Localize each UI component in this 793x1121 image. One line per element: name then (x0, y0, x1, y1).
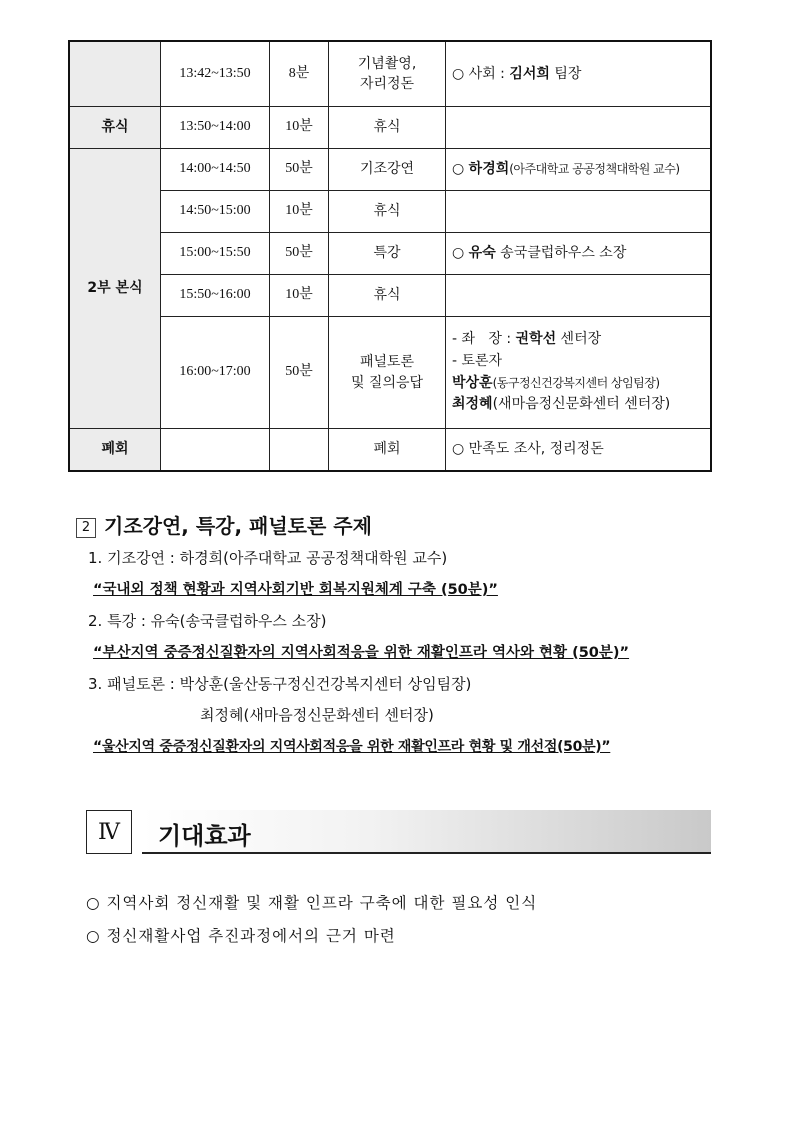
duration-cell: 50분 (270, 149, 329, 191)
table-row (70, 317, 711, 429)
panel-topic: “울산지역 중증정신질환자의 지역사회적응을 위한 재활인프라 현황 및 개선점(50분)” (93, 739, 611, 755)
time-cell: 14:50~15:00 (161, 191, 270, 233)
item-cell (329, 42, 446, 107)
time-cell: 14:00~14:50 (161, 149, 270, 191)
table-row (70, 233, 711, 275)
content-rest: 송국클럽하우스 소장 (495, 245, 627, 262)
content-name: 하경희 (468, 161, 510, 178)
content-rest: (아주대학교 공공정책대학원 교수) (509, 162, 680, 177)
time-cell: 15:50~16:00 (161, 275, 270, 317)
keynote-line: 1. 기조강연 : 하경희(아주대학교 공공정책대학원 교수) (88, 549, 448, 567)
time-cell (161, 429, 270, 471)
content-rest: 팀장 (549, 65, 582, 82)
content-cell (446, 275, 711, 317)
special-lecture-line: 2. 특강 : 유숙(송국클럽하우스 소장) (88, 612, 327, 630)
time-cell: 13:50~14:00 (161, 107, 270, 149)
table-row (70, 107, 711, 149)
item-cell: 휴식 (329, 107, 446, 149)
item-line: 패널토론 (359, 354, 415, 371)
section-title-bar (142, 810, 711, 854)
panel-label: - 토론자 (452, 352, 503, 369)
duration-cell: 50분 (270, 317, 329, 429)
keynote-topic: “국내외 정책 현황과 지역사회기반 회복지원체계 구축 (50분)” (93, 582, 498, 598)
chair-name: 권학선 (515, 331, 557, 348)
content-cell (446, 107, 711, 149)
session-cell (70, 42, 161, 107)
expected-effect-2: ○ 정신재활사업 추진과정에서의 근거 마련 (86, 927, 396, 945)
content-name: 유숙 (468, 245, 496, 262)
item-line: 기념촬영, (357, 55, 417, 72)
content-cell (446, 149, 711, 191)
content-cell: ○ 만족도 조사, 정리정돈 (446, 429, 711, 471)
table-row (70, 191, 711, 233)
section-roman-numeral: Ⅳ (86, 810, 132, 854)
session-cell: 폐회 (70, 429, 161, 471)
section-4-header (86, 810, 711, 856)
content-prefix: ○ (452, 161, 469, 178)
item-cell: 특강 (329, 233, 446, 275)
panelist-name: 박상훈 (452, 374, 493, 391)
item-cell: 휴식 (329, 275, 446, 317)
special-lecture-topic: “부산지역 중증정신질환자의 지역사회적응을 위한 재활인프라 역사와 현황 (50분)” (93, 645, 630, 661)
content-cell (446, 191, 711, 233)
panel-line: 3. 패널토론 : 박상훈(울산동구정신건강복지센터 상임팀장) (88, 675, 472, 693)
time-cell: 16:00~17:00 (161, 317, 270, 429)
item-cell: 폐회 (329, 429, 446, 471)
duration-cell: 10분 (270, 107, 329, 149)
session-cell: 휴식 (70, 107, 161, 149)
expected-effect-1: ○ 지역사회 정신재활 및 재활 인프라 구축에 대한 필요성 인식 (86, 894, 538, 912)
item-cell: 기조강연 (329, 149, 446, 191)
panel-line-2: 최정혜(새마음정신문화센터 센터장) (200, 706, 434, 724)
content-prefix: ○ 사회 : (452, 65, 510, 82)
panelist-affiliation: (새마음정신문화센터 센터장) (492, 396, 671, 413)
panel-chair (452, 329, 704, 351)
table-row (70, 149, 711, 191)
content-prefix: ○ (452, 245, 469, 262)
section-title: 기대효과 (158, 822, 251, 850)
content-cell (446, 42, 711, 107)
panelist-1 (452, 373, 704, 395)
session-cell-part2: 2부 본식 (70, 149, 161, 429)
time-cell: 13:42~13:50 (161, 42, 270, 107)
table-row (70, 429, 711, 471)
chair-title: 센터장 (556, 331, 602, 348)
content-name: 김서희 (509, 65, 550, 82)
schedule-table (69, 41, 711, 471)
panelist-affiliation: (동구정신건강복지센터 상임팀장) (492, 375, 660, 390)
time-cell: 15:00~15:50 (161, 233, 270, 275)
table-row (70, 42, 711, 107)
chair-label: - 좌 장 : (452, 331, 516, 348)
duration-cell (270, 429, 329, 471)
content-cell (446, 233, 711, 275)
item-line: 자리정돈 (359, 76, 415, 92)
item-line: 및 질의응답 (350, 374, 424, 391)
duration-cell: 10분 (270, 191, 329, 233)
panelist-2 (452, 394, 704, 416)
item-cell (329, 317, 446, 429)
panel-content-cell (446, 317, 711, 429)
duration-cell: 10분 (270, 275, 329, 317)
section-2-heading (76, 510, 372, 539)
duration-cell: 50분 (270, 233, 329, 275)
panelist-name: 최정혜 (452, 396, 493, 413)
item-cell: 휴식 (329, 191, 446, 233)
section-title: 기조강연, 특강, 패널토론 주제 (104, 514, 372, 538)
table-row (70, 275, 711, 317)
duration-cell: 8분 (270, 42, 329, 107)
section-number-box: 2 (76, 518, 96, 538)
